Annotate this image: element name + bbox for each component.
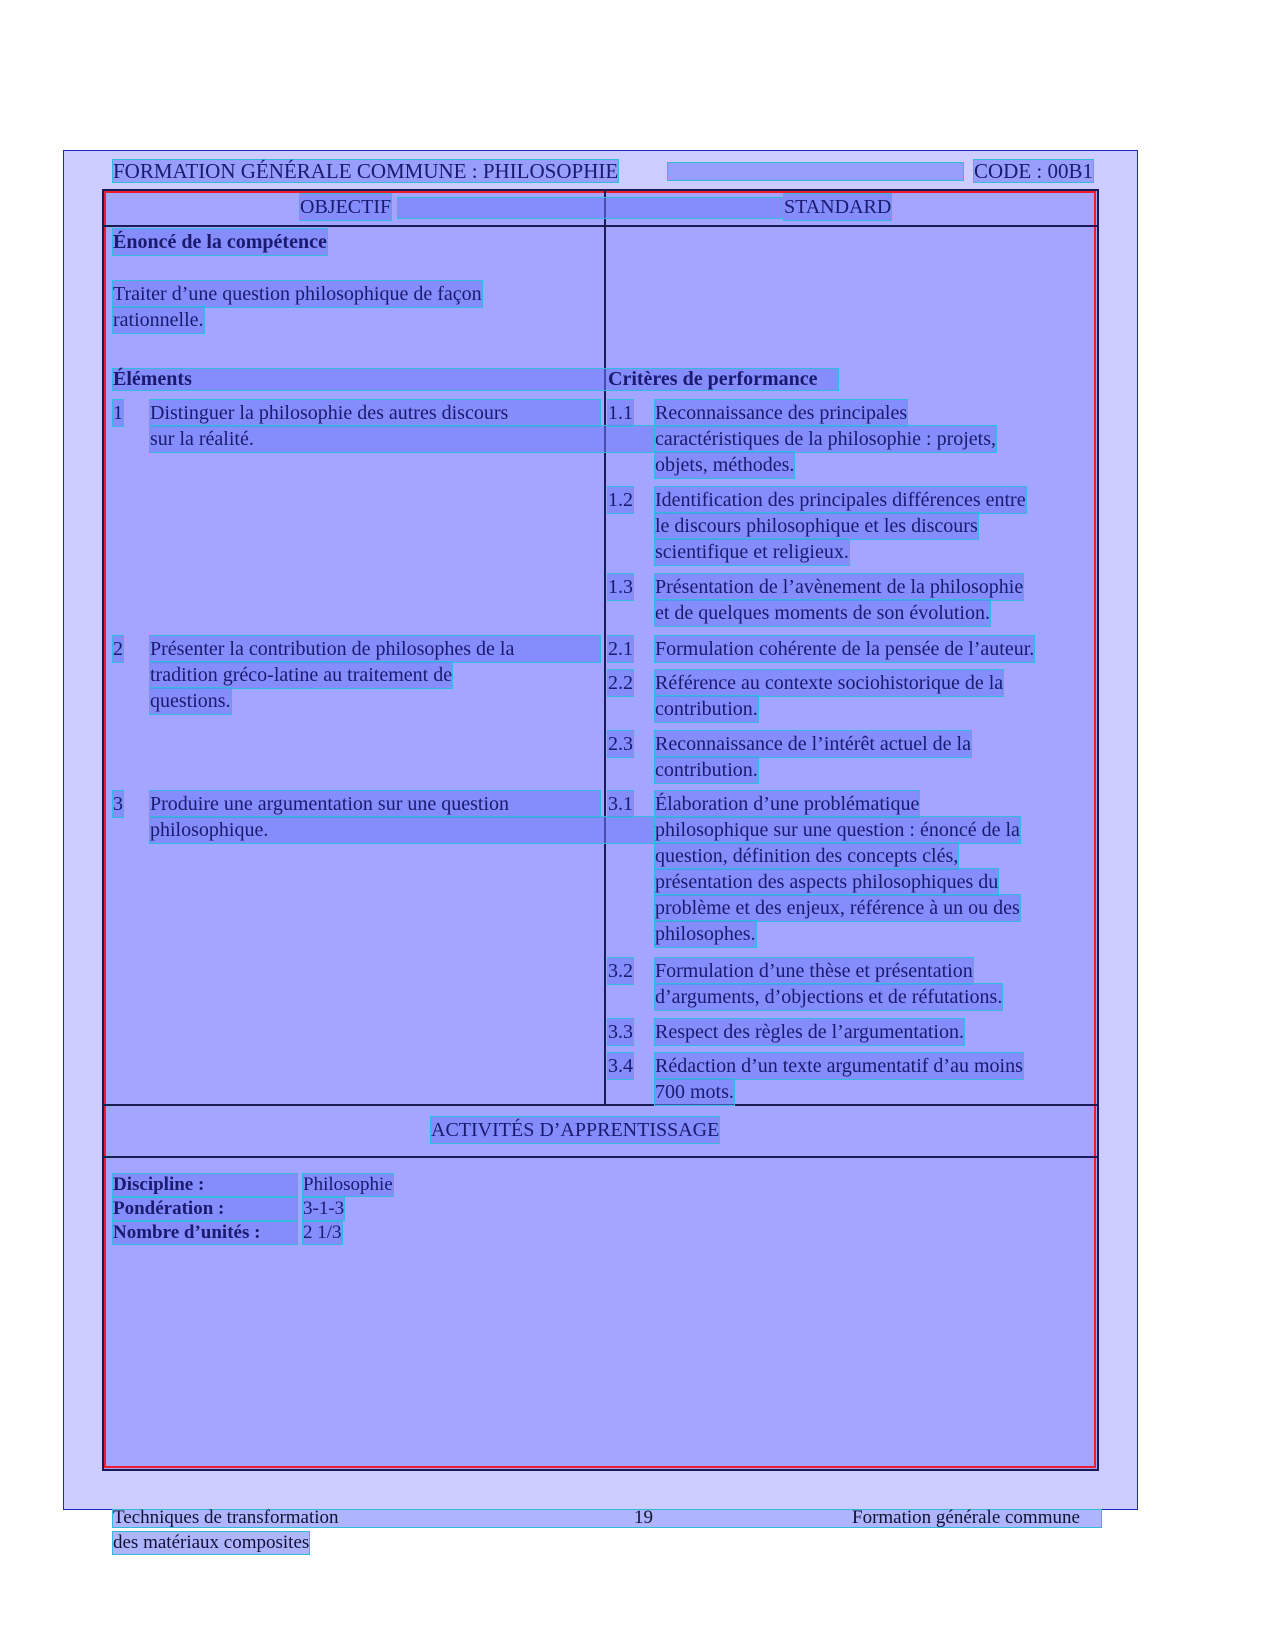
standard-header: STANDARD — [784, 196, 892, 218]
element-text-line: Présenter la contribution de philosophes de la — [150, 636, 600, 662]
critere-text-line: Présentation de l’avènement de la philosophie — [655, 576, 1024, 598]
critere-text-line: présentation des aspects philosophiques du — [655, 871, 999, 893]
discipline-value: Philosophie — [303, 1174, 393, 1195]
footer-left-line2: des matériaux composites — [113, 1532, 310, 1553]
footer-page-number: 19 — [634, 1507, 653, 1528]
element-text-line: sur la réalité. — [150, 426, 653, 452]
critere-text-line: question, définition des concepts clés, — [655, 845, 959, 867]
unites-label: Nombre d’unités : — [113, 1222, 297, 1244]
elements-heading: Éléments — [113, 368, 192, 390]
critere-number: 3.4 — [608, 1055, 633, 1077]
column-header-band — [398, 198, 783, 218]
element-text-line: philosophique. — [150, 817, 653, 843]
critere-text-line: Rédaction d’un texte argumentatif d’au moins — [655, 1055, 1023, 1077]
activites-top-divider — [104, 1104, 1097, 1106]
discipline-label: Discipline : — [113, 1174, 297, 1196]
element-text-line: Distinguer la philosophie des autres discours — [150, 400, 600, 426]
element-number: 1 — [113, 402, 123, 424]
footer-right: Formation générale commune — [852, 1507, 1080, 1528]
critere-text-line: Respect des règles de l’argumentation. — [655, 1021, 964, 1043]
critere-text-line: le discours philosophique et les discours — [655, 515, 978, 537]
header-row-divider — [104, 225, 1097, 227]
column-divider — [604, 191, 606, 1105]
competence-text-line2: rationnelle. — [113, 309, 204, 331]
element-text-line: questions. — [150, 690, 231, 712]
critere-text-line: philosophes. — [655, 923, 756, 945]
activites-bottom-divider — [104, 1156, 1097, 1158]
critere-text-line: objets, méthodes. — [655, 454, 795, 476]
header-fill — [668, 163, 963, 180]
critere-text-line: Élaboration d’une problématique — [655, 793, 920, 815]
critere-text-line: 700 mots. — [655, 1081, 734, 1103]
footer-left-line1: Techniques de transformation — [113, 1507, 339, 1528]
critere-text-line: Formulation d’une thèse et présentation — [655, 960, 973, 982]
critere-text-line: Reconnaissance des principales — [655, 402, 908, 424]
critere-number: 3.3 — [608, 1021, 633, 1043]
critere-number: 2.2 — [608, 672, 633, 694]
ponderation-value: 3-1-3 — [303, 1198, 345, 1219]
element-number: 2 — [113, 638, 123, 660]
competence-heading: Énoncé de la compétence — [113, 231, 327, 253]
page-header — [113, 160, 1093, 182]
critere-number: 1.2 — [608, 489, 633, 511]
element-text-line: tradition gréco-latine au traitement de — [150, 664, 453, 686]
critere-text-line: Reconnaissance de l’intérêt actuel de la — [655, 733, 971, 755]
activites-heading: ACTIVITÉS D’APPRENTISSAGE — [431, 1119, 720, 1141]
critere-text-line: scientifique et religieux. — [655, 541, 849, 563]
critere-text-line: Formulation cohérente de la pensée de l’auteur. — [655, 638, 1035, 660]
critere-number: 3.2 — [608, 960, 633, 982]
critere-number: 1.1 — [608, 402, 633, 424]
critere-text-line: Référence au contexte sociohistorique de la — [655, 672, 1004, 694]
critere-text-line: caractéristiques de la philosophie : projets, — [655, 428, 997, 450]
critere-text-line: et de quelques moments de son évolution. — [655, 602, 990, 624]
header-code: CODE : 00B1 — [973, 159, 1093, 183]
header-title: FORMATION GÉNÉRALE COMMUNE : PHILOSOPHIE — [113, 159, 619, 183]
unites-value: 2 1/3 — [303, 1222, 342, 1243]
element-number: 3 — [113, 793, 123, 815]
critere-number: 2.1 — [608, 638, 633, 660]
critere-text-line: d’arguments, d’objections et de réfutations. — [655, 986, 1003, 1008]
element-text-line: Produire une argumentation sur une question — [150, 791, 600, 817]
competence-text-line1: Traiter d’une question philosophique de façon — [113, 283, 482, 305]
critere-text-line: Identification des principales différences entre — [655, 489, 1026, 511]
critere-text-line: philosophique sur une question : énoncé de la — [655, 819, 1020, 841]
ponderation-label: Pondération : — [113, 1198, 297, 1220]
criteres-heading: Critères de performance — [608, 368, 818, 390]
critere-number: 1.3 — [608, 576, 633, 598]
critere-text-line: contribution. — [655, 759, 758, 781]
critere-number: 2.3 — [608, 733, 633, 755]
objectif-header: OBJECTIF — [300, 196, 392, 218]
critere-text-line: problème et des enjeux, référence à un ou des — [655, 897, 1020, 919]
critere-text-line: contribution. — [655, 698, 758, 720]
critere-number: 3.1 — [608, 793, 633, 815]
